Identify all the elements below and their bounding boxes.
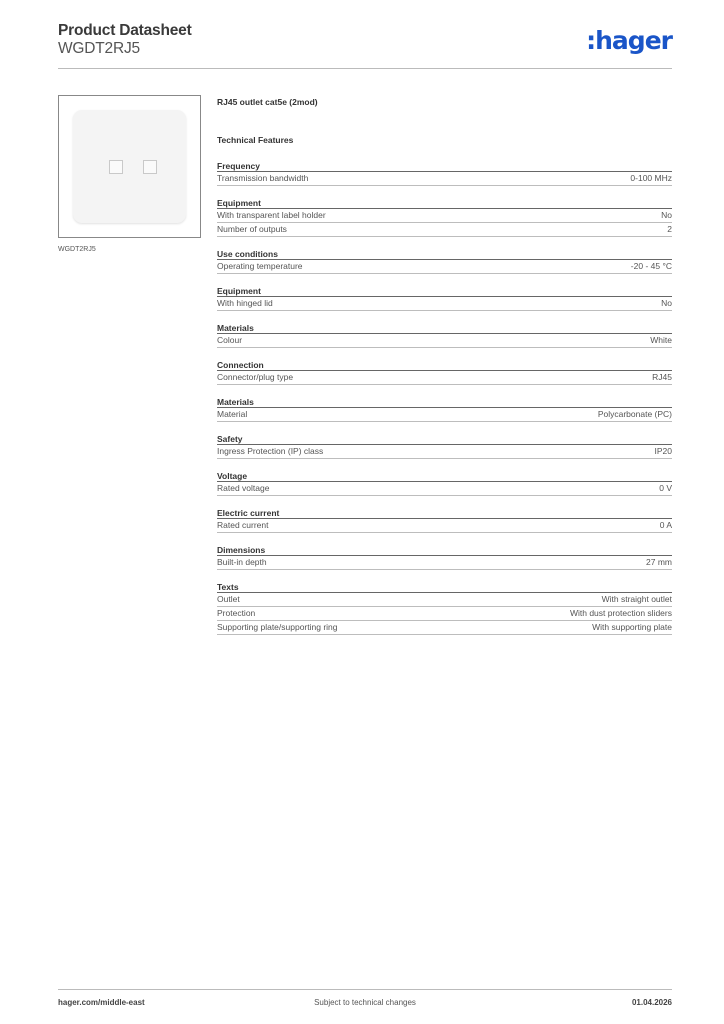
feature-label: With hinged lid [217, 298, 273, 308]
feature-value: IP20 [654, 446, 672, 456]
feature-label: With transparent label holder [217, 210, 326, 220]
feature-label: Built-in depth [217, 557, 267, 567]
feature-row [217, 371, 672, 385]
feature-row [217, 607, 672, 621]
product-image [58, 95, 201, 238]
feature-row [217, 556, 672, 570]
feature-value: No [661, 298, 672, 308]
feature-label: Protection [217, 608, 256, 618]
feature-groups [217, 161, 672, 635]
feature-group-title: Use conditions [217, 249, 672, 260]
technical-content [217, 97, 672, 635]
feature-value: 27 mm [646, 557, 672, 567]
section-heading: Technical Features [217, 135, 294, 145]
feature-value: White [650, 335, 672, 345]
feature-group-title: Texts [217, 582, 672, 593]
feature-value: 0-100 MHz [630, 173, 672, 183]
feature-row [217, 297, 672, 311]
feature-label: Connector/plug type [217, 372, 294, 382]
rj45-socket-icon [143, 160, 157, 174]
feature-value: RJ45 [652, 372, 672, 382]
feature-group [217, 508, 672, 533]
feature-row [217, 260, 672, 274]
feature-group-title: Connection [217, 360, 672, 371]
product-code: WGDT2RJ5 [58, 40, 140, 57]
feature-row [217, 209, 672, 223]
feature-group [217, 582, 672, 635]
feature-group-title: Voltage [217, 471, 672, 482]
feature-label: Rated voltage [217, 483, 270, 493]
feature-group [217, 161, 672, 186]
feature-value: No [661, 210, 672, 220]
feature-group-title: Equipment [217, 198, 672, 209]
rj45-socket-icon [109, 160, 123, 174]
feature-group-title: Materials [217, 323, 672, 334]
feature-row [217, 172, 672, 186]
feature-group [217, 286, 672, 311]
feature-row [217, 408, 672, 422]
feature-label: Rated current [217, 520, 269, 530]
feature-group-title: Dimensions [217, 545, 672, 556]
feature-label: Colour [217, 335, 243, 345]
feature-row [217, 334, 672, 348]
feature-group-title: Frequency [217, 161, 672, 172]
footer-divider [58, 989, 672, 990]
footer-website: hager.com/middle-east [58, 998, 145, 1007]
feature-row [217, 593, 672, 607]
feature-row [217, 519, 672, 533]
feature-value: With supporting plate [592, 622, 672, 632]
header-divider [58, 68, 672, 69]
footer-date: 01.04.2026 [631, 998, 672, 1007]
feature-row [217, 621, 672, 635]
feature-group-title: Equipment [217, 286, 672, 297]
feature-value: Polycarbonate (PC) [597, 409, 672, 419]
feature-group-title: Materials [217, 397, 672, 408]
feature-group [217, 397, 672, 422]
feature-group [217, 198, 672, 237]
feature-value: With straight outlet [601, 594, 672, 604]
product-name: RJ45 outlet cat5e (2mod) [217, 97, 318, 107]
feature-group [217, 323, 672, 348]
feature-group [217, 434, 672, 459]
feature-value: 0 V [659, 483, 672, 493]
feature-group [217, 471, 672, 496]
feature-label: Outlet [217, 594, 240, 604]
feature-label: Ingress Protection (IP) class [217, 446, 324, 456]
feature-label: Material [217, 409, 248, 419]
page-header [58, 22, 672, 70]
footer-notice: Subject to technical changes [314, 998, 416, 1007]
feature-row [217, 445, 672, 459]
product-image-caption: WGDT2RJ5 [58, 246, 96, 253]
feature-value: 2 [667, 224, 672, 234]
feature-value: 0 A [659, 520, 672, 530]
feature-value: -20 - 45 °C [630, 261, 672, 271]
feature-label: Operating temperature [217, 261, 303, 271]
feature-group [217, 545, 672, 570]
feature-label: Number of outputs [217, 224, 287, 234]
feature-group-title: Electric current [217, 508, 672, 519]
feature-label: Transmission bandwidth [217, 173, 309, 183]
feature-row [217, 223, 672, 237]
feature-label: Supporting plate/supporting ring [217, 622, 338, 632]
outlet-plate-graphic [73, 110, 186, 223]
feature-group [217, 249, 672, 274]
feature-group-title: Safety [217, 434, 672, 445]
feature-group [217, 360, 672, 385]
document-title: Product Datasheet [58, 22, 192, 39]
feature-row [217, 482, 672, 496]
feature-value: With dust protection sliders [569, 608, 672, 618]
hager-logo: :hager [586, 26, 672, 55]
